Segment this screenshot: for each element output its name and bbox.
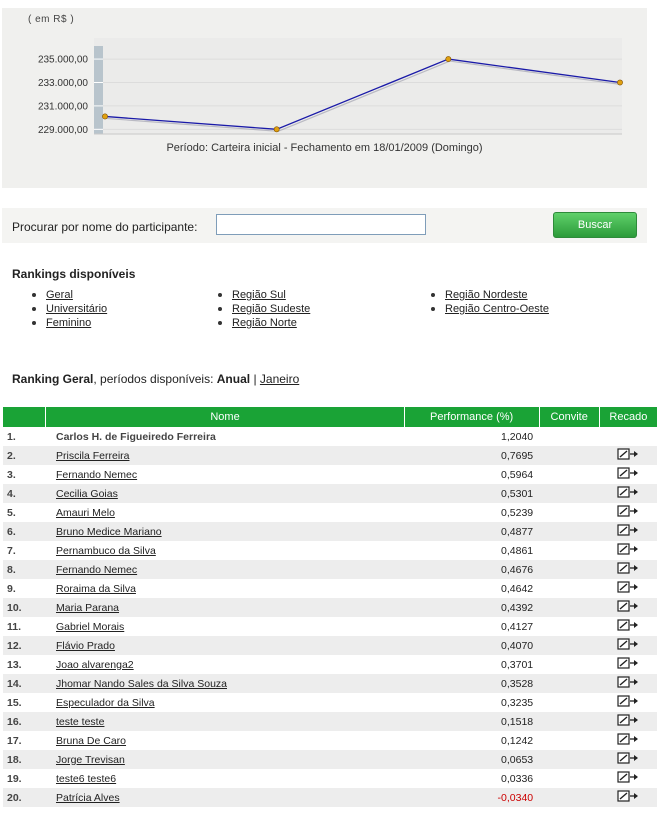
ranking-link[interactable]: Região Nordeste [445, 289, 528, 301]
period-selector [12, 372, 299, 386]
ranking-link[interactable]: Região Centro-Oeste [445, 303, 549, 315]
participant-link[interactable]: Fernando Nemec [55, 468, 138, 481]
invite-cell [539, 788, 599, 807]
participant-link[interactable]: teste6 teste6 [55, 772, 117, 785]
table-row [3, 655, 657, 674]
rank-position: 9. [7, 582, 16, 595]
performance-value: 1,2040 [501, 430, 534, 443]
table-row [3, 788, 657, 807]
period-link-janeiro[interactable]: Janeiro [259, 372, 300, 386]
performance-value: 0,3235 [501, 696, 534, 709]
rank-position: 15. [7, 696, 22, 709]
send-message-icon[interactable] [617, 733, 639, 748]
search-label: Procurar por nome do participante: [12, 220, 198, 234]
table-row [3, 598, 657, 617]
performance-value: 0,0336 [501, 772, 534, 785]
table-row [3, 693, 657, 712]
table-row [3, 484, 657, 503]
participant-link[interactable]: Cecilia Goias [55, 487, 118, 500]
message-cell [599, 579, 657, 598]
invite-cell [539, 560, 599, 579]
name-cell [46, 731, 404, 750]
performance-value: 0,3701 [501, 658, 534, 671]
performance-value: 0,7695 [404, 446, 539, 465]
table-row [3, 503, 657, 522]
performance-value: 0,5964 [501, 468, 534, 481]
message-cell [599, 541, 657, 560]
name-cell [46, 712, 404, 731]
name-cell [46, 560, 404, 579]
participant-link[interactable]: Patrícia Alves [55, 791, 120, 804]
invite-cell [539, 503, 599, 522]
participant-name: Carlos H. de Figueiredo Ferreira [55, 430, 216, 443]
invite-cell [539, 674, 599, 693]
message-cell [599, 484, 657, 503]
invite-cell [539, 465, 599, 484]
ranking-option [32, 288, 107, 302]
invite-cell [539, 693, 599, 712]
rank-position: 10. [3, 598, 46, 617]
send-message-icon[interactable] [617, 543, 639, 558]
table-row [3, 522, 657, 541]
table-row [3, 465, 657, 484]
rank-position: 16. [3, 712, 46, 731]
rank-position: 4. [3, 484, 46, 503]
name-cell [46, 769, 404, 788]
participant-link[interactable]: Maria Parana [55, 601, 120, 614]
participant-link[interactable]: Amauri Melo [55, 506, 115, 519]
ranking-option [218, 302, 310, 316]
period-current: Anual [216, 372, 251, 386]
table-row [3, 636, 657, 655]
message-cell [599, 750, 657, 769]
message-cell [599, 598, 657, 617]
message-cell [599, 617, 657, 636]
participant-link[interactable]: Joao alvarenga2 [55, 658, 134, 671]
name-cell [46, 427, 404, 446]
name-cell [46, 750, 404, 769]
table-row [3, 769, 657, 788]
table-row [3, 750, 657, 769]
table-row [3, 712, 657, 731]
performance-value: 0,4877 [404, 522, 539, 541]
table-row [3, 731, 657, 750]
participant-link[interactable]: Pernambuco da Silva [55, 544, 156, 557]
data-point [617, 80, 622, 85]
ranking-link[interactable]: Feminino [46, 317, 92, 329]
name-cell [46, 446, 404, 465]
table-row [3, 617, 657, 636]
send-message-icon[interactable] [617, 771, 639, 786]
performance-chart [2, 8, 647, 188]
message-cell [599, 465, 657, 484]
rank-position: 14. [3, 674, 46, 693]
period-separator: | [250, 372, 260, 386]
performance-value: 0,5239 [501, 506, 534, 519]
message-cell [599, 503, 657, 522]
chart-caption: Período: Carteira inicial - Fechamento em 18/01/2009 (Domingo) [166, 142, 483, 154]
period-text: , períodos disponíveis: [93, 372, 217, 386]
y-tick-label: 233.000,00 [37, 77, 88, 89]
participant-link[interactable]: Jhomar Nando Sales da Silva Souza [55, 677, 227, 690]
rankings-list-col2 [218, 288, 310, 330]
performance-value: 0,3528 [404, 674, 539, 693]
name-cell [46, 655, 404, 674]
name-cell [46, 503, 404, 522]
send-message-icon[interactable] [617, 467, 639, 482]
message-cell [599, 731, 657, 750]
name-cell [46, 636, 404, 655]
rank-position: 6. [3, 522, 46, 541]
y-tick-label: 229.000,00 [37, 124, 88, 136]
participant-link[interactable]: Roraima da Silva [55, 582, 136, 595]
invite-cell [539, 712, 599, 731]
invite-cell [539, 427, 599, 446]
rank-position: 18. [3, 750, 46, 769]
rank-position: 8. [3, 560, 46, 579]
name-cell [46, 579, 404, 598]
message-cell [599, 522, 657, 541]
ranking-link[interactable]: Geral [46, 289, 73, 301]
header-position [3, 407, 46, 427]
rank-position: 3. [7, 468, 16, 481]
message-cell [599, 446, 657, 465]
rank-position: 13. [7, 658, 22, 671]
ranking-option [218, 288, 310, 302]
ranking-option [32, 302, 107, 316]
performance-value: -0,0340 [404, 788, 539, 807]
name-cell [46, 788, 404, 807]
table-row [3, 427, 657, 446]
ranking-option [431, 288, 549, 302]
invite-cell [539, 522, 599, 541]
rank-position: 1. [7, 430, 16, 443]
invite-cell [539, 446, 599, 465]
rank-position: 19. [7, 772, 22, 785]
send-message-icon[interactable] [617, 524, 639, 539]
participant-search-input[interactable] [216, 214, 426, 235]
table-row [3, 579, 657, 598]
rankings-list-col1 [32, 288, 107, 330]
message-cell [599, 636, 657, 655]
ranking-option [431, 302, 549, 316]
invite-cell [539, 655, 599, 674]
name-cell [46, 541, 404, 560]
invite-cell [539, 750, 599, 769]
plot-area [94, 38, 622, 134]
invite-cell [539, 598, 599, 617]
participant-link[interactable]: Flávio Prado [55, 639, 115, 652]
message-cell [599, 655, 657, 674]
table-row [3, 560, 657, 579]
data-point [102, 114, 107, 119]
performance-value: 0,4676 [404, 560, 539, 579]
name-cell [46, 484, 404, 503]
search-button[interactable]: Buscar [553, 212, 637, 238]
send-message-icon[interactable] [617, 638, 639, 653]
name-cell [46, 465, 404, 484]
participant-link[interactable]: Priscila Ferreira [55, 449, 130, 462]
send-message-icon[interactable] [617, 600, 639, 615]
name-cell [46, 674, 404, 693]
send-message-icon[interactable] [617, 505, 639, 520]
ranking-table-body [3, 427, 657, 807]
performance-value: 0,4861 [501, 544, 534, 557]
ranking-link[interactable]: Universitário [46, 303, 108, 315]
participant-link[interactable]: Especulador da Silva [55, 696, 155, 709]
ranking-link[interactable]: Região Sul [232, 289, 286, 301]
invite-cell [539, 617, 599, 636]
invite-cell [539, 579, 599, 598]
rank-position: 5. [7, 506, 16, 519]
rankings-list-col3 [431, 288, 549, 316]
message-cell [599, 712, 657, 731]
table-header-row [3, 407, 657, 427]
ranking-option [218, 316, 310, 330]
message-cell [599, 788, 657, 807]
table-row [3, 541, 657, 560]
performance-value: 0,1518 [404, 712, 539, 731]
send-message-icon[interactable] [617, 448, 639, 463]
search-bar [2, 208, 647, 243]
participant-link[interactable]: Fernando Nemec [55, 563, 138, 576]
ranking-link[interactable]: Região Sudeste [232, 303, 311, 315]
send-message-icon[interactable] [617, 695, 639, 710]
rankings-title: Rankings disponíveis [12, 267, 136, 281]
rank-position: 2. [3, 446, 46, 465]
send-message-icon[interactable] [617, 752, 639, 767]
ranking-table [3, 407, 657, 807]
performance-value: 0,1242 [501, 734, 534, 747]
message-cell [599, 560, 657, 579]
send-message-icon[interactable] [617, 562, 639, 577]
participant-link[interactable]: Gabriel Morais [55, 620, 125, 633]
name-cell [46, 522, 404, 541]
send-message-icon[interactable] [617, 581, 639, 596]
name-cell [46, 693, 404, 712]
participant-link[interactable]: Bruno Medice Mariano [55, 525, 162, 538]
rank-position: 7. [7, 544, 16, 557]
invite-cell [539, 769, 599, 788]
data-point [446, 56, 451, 61]
rank-position: 17. [7, 734, 22, 747]
header-message: Recado [599, 407, 657, 427]
header-performance: Performance (%) [404, 407, 539, 427]
ranking-link[interactable]: Região Norte [232, 317, 297, 329]
table-row [3, 674, 657, 693]
rank-position: 20. [3, 788, 46, 807]
rank-position: 12. [3, 636, 46, 655]
name-cell [46, 617, 404, 636]
invite-cell [539, 636, 599, 655]
table-row [3, 446, 657, 465]
performance-value: 0,4392 [404, 598, 539, 617]
ranking-option [32, 316, 107, 330]
chart-panel [2, 8, 647, 188]
performance-value: 0,4642 [501, 582, 534, 595]
ranking-name: Ranking Geral [12, 372, 94, 386]
header-name: Nome [46, 407, 404, 427]
performance-value: 0,5301 [404, 484, 539, 503]
participant-link[interactable]: Jorge Trevisan [55, 753, 125, 766]
name-cell [46, 598, 404, 617]
performance-value: 0,0653 [404, 750, 539, 769]
header-invite: Convite [539, 407, 599, 427]
send-message-icon[interactable] [617, 790, 639, 805]
invite-cell [539, 541, 599, 560]
send-message-icon[interactable] [617, 657, 639, 672]
y-tick-label: 231.000,00 [37, 101, 88, 113]
send-message-icon[interactable] [617, 714, 639, 729]
send-message-icon[interactable] [617, 619, 639, 634]
message-cell [599, 693, 657, 712]
send-message-icon[interactable] [617, 486, 639, 501]
message-cell [599, 427, 657, 446]
participant-link[interactable]: teste teste [55, 715, 105, 728]
invite-cell [539, 484, 599, 503]
data-point [274, 127, 279, 132]
chart-unit-label: ( em R$ ) [28, 14, 75, 25]
rank-position: 11. [7, 620, 22, 633]
send-message-icon[interactable] [617, 676, 639, 691]
performance-value: 0,4127 [501, 620, 534, 633]
message-cell [599, 769, 657, 788]
performance-value: 0,4070 [404, 636, 539, 655]
message-cell [599, 674, 657, 693]
participant-link[interactable]: Bruna De Caro [55, 734, 127, 747]
y-tick-label: 235.000,00 [37, 54, 88, 66]
invite-cell [539, 731, 599, 750]
